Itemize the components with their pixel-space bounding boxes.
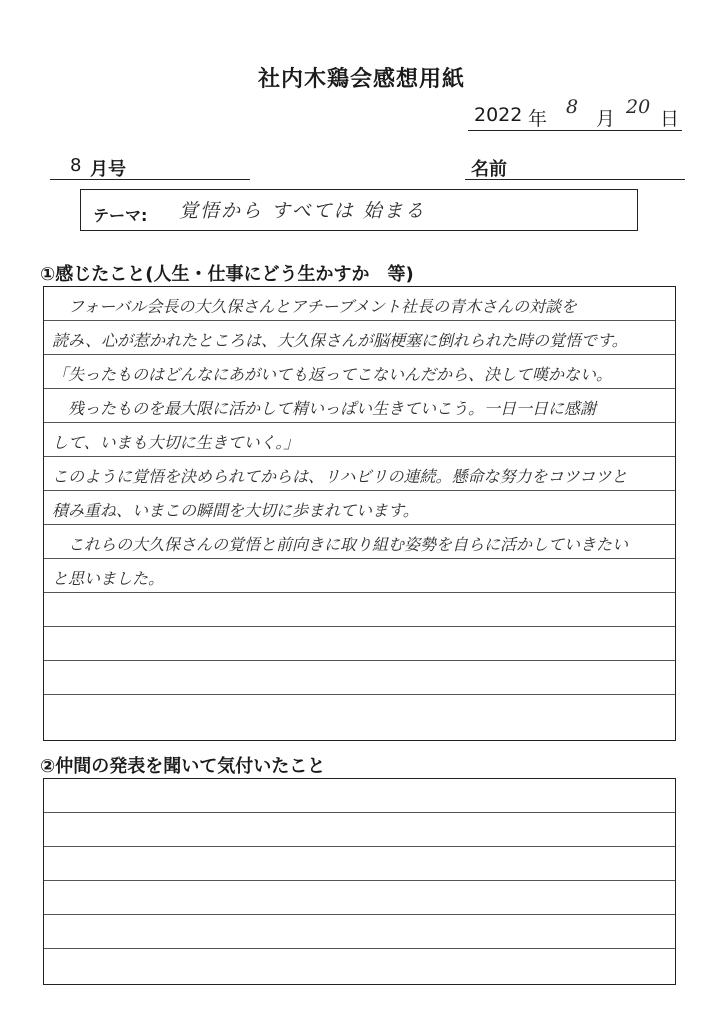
year-value: 2022	[474, 104, 523, 126]
day-value: 20	[626, 96, 651, 118]
line-text: 読み、心が惹かれたところは、大久保さんが脳梗塞に倒れられた時の覚悟です。	[52, 331, 628, 350]
form-title: 社内木鶏会感想用紙	[257, 67, 465, 92]
month-value: 8	[566, 96, 579, 118]
line-text: して、いまも大切に生きていく。」	[52, 433, 300, 452]
line-text: このように覚悟を決められてからは、リハビリの連続。懸命な努力をコツコツと	[52, 467, 628, 486]
line-text: 積み重ね、いまこの瞬間を大切に歩まれています。	[52, 501, 419, 520]
ruled-line	[44, 457, 675, 491]
ruled-line	[44, 915, 675, 949]
line-text: と思いました。	[52, 569, 165, 588]
line-text: フォーバル会長の大久保さんとアチーブメント社長の青木さんの対談を	[52, 297, 577, 316]
ruled-line	[44, 287, 675, 321]
ruled-line	[44, 627, 675, 661]
ruled-line	[44, 491, 675, 525]
ruled-line	[44, 881, 675, 915]
ruled-line	[44, 525, 675, 559]
issue-number: 8	[70, 155, 82, 176]
theme-label: テーマ:	[93, 206, 148, 225]
theme-text: 覚悟から すべては 始まる	[179, 200, 426, 222]
issue-label: 月号	[90, 159, 126, 180]
ruled-line	[44, 321, 675, 355]
ruled-line	[44, 661, 675, 695]
section1-box	[43, 286, 676, 741]
ruled-line	[44, 847, 675, 881]
year-label: 年	[528, 108, 548, 130]
ruled-line	[44, 779, 675, 813]
line-text: 残ったものを最大限に活かして精いっぱい生きていこう。一日一日に感謝	[52, 399, 597, 418]
ruled-line	[44, 423, 675, 457]
line-text: 「失ったものはどんなにあがいても返ってこないんだから、決して嘆かない。	[52, 365, 613, 384]
ruled-line	[44, 355, 675, 389]
section2-title: ②仲間の発表を聞いて気付いたこと	[40, 756, 326, 777]
name-field	[465, 153, 685, 180]
ruled-line	[44, 559, 675, 593]
section1-title: ①感じたこと(人生・仕事にどう生かすか 等)	[40, 264, 414, 285]
ruled-line	[44, 813, 675, 847]
ruled-line	[44, 695, 675, 729]
day-label: 日	[660, 108, 680, 130]
ruled-line	[44, 389, 675, 423]
section2-box	[43, 778, 676, 985]
issue-field	[50, 153, 250, 180]
month-label: 月	[596, 108, 616, 130]
date-field	[468, 96, 682, 131]
ruled-line	[44, 593, 675, 627]
name-label: 名前	[471, 159, 507, 180]
line-text: これらの大久保さんの覚悟と前向きに取り組む姿勢を自らに活かしていきたい	[52, 535, 629, 554]
ruled-line	[44, 949, 675, 983]
theme-box	[80, 189, 638, 231]
